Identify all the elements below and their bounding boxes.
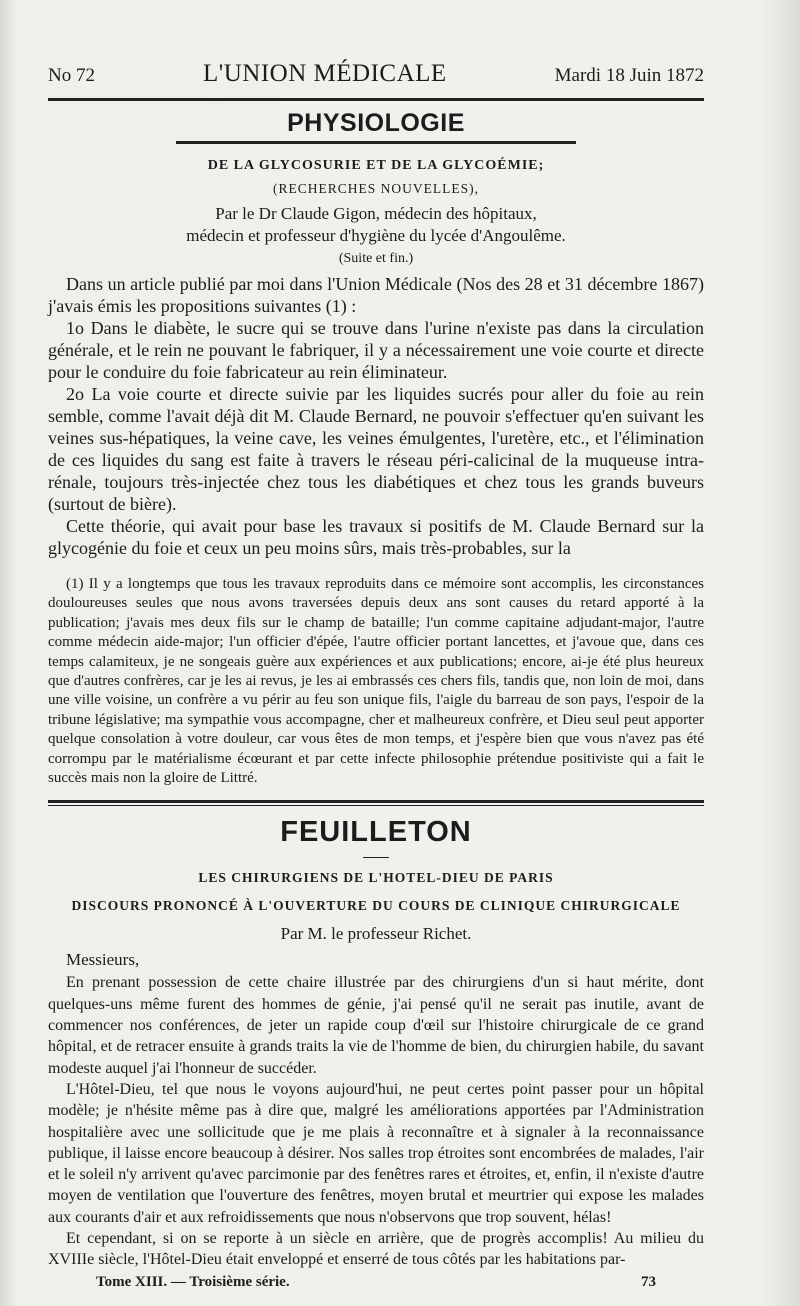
issue-number: No 72 [48,65,95,86]
journal-title: L'UNION MÉDICALE [202,60,447,87]
issue-date: Mardi 18 Juin 1872 [554,65,704,86]
article-title: DE LA GLYCOSURIE ET DE LA GLYCOÉMIE; [207,158,545,173]
article-paragraph: Cette théorie, qui avait pour base les travaux si positifs de M. Claude Bernard sur la glycogénie du foie et ceux un peu moins sûrs, mais très-probables, sur la [48,516,704,558]
article-byline [48,203,704,247]
page-content [48,60,704,1271]
article-footnote [48,575,704,788]
feuilleton-rule [363,857,389,858]
article-author-line-2: médecin et professeur d'hygiène du lycée d'Angoulême. [186,226,566,245]
feuilleton-paragraph: En prenant possession de cette chaire illustrée par des chirurgiens d'un si haut mérite, dont quelques-uns même furent des hommes de génie, j'ai pensé qu'il ne serait pas inutile, avant de commencer nos conférences, de jeter un rapide coup d'œil sur l'histoire chirurgicale de ce grand hôpital, et de retracer ensuite à grands traits la vie de l'homme de bien, du chirurgien habile, du savant modeste auquel j'ai l'honneur de succéder. [48,974,704,1077]
article-paragraph: 1o Dans le diabète, le sucre qui se trouve dans l'urine n'existe pas dans la circulation générale, et le rein ne pouvant le fabriquer, il y a nécessairement une voie courte et directe pour le conduire du foie fabricateur au rein éliminateur. [48,318,704,382]
section-rule [176,141,576,144]
article-paragraph: Dans un article publié par moi dans l'Union Médicale (Nos des 28 et 31 décembre 1867) j'avais émis les propositions suivantes (1) : [48,274,704,316]
feuilleton-heading: LES CHIRURGIENS DE L'HOTEL-DIEU DE PARIS [198,870,554,886]
footer-tome: Tome XIII. — Troisième série. [96,1274,290,1290]
section-title: PHYSIOLOGIE [287,109,465,137]
feuilleton-paragraph: L'Hôtel-Dieu, tel que nous le voyons aujourd'hui, ne peut certes point passer pour un hôpital modèle; je n'hésite même pas à dire que, malgré les améliorations apportées par l'Administration hospitalière avec une sollicitude que je me plais à reconnaître et à signaler à la reconnaissance publique, il laisse encore beaucoup à désirer. Nos salles trop étroites sont encombrées de malades, l'air et le soleil n'y arrivent qu'avec parcimonie par des fenêtres rares et étroites, et, enfin, il n'existe d'autre moyen de ventilation que l'ouverture des fenêtres, moyen brutal et meurtrier qui expose les malades aux courants d'air et aux refroidissements que nous n'observons que trop souvent, hélas! [48,1080,704,1226]
feuilleton-salutation: Messieurs, [66,950,140,970]
feuilleton-separator [48,800,704,806]
page-header [48,60,704,88]
article-body [48,273,704,559]
page-footer [96,1274,656,1291]
article-subtitle: (RECHERCHES NOUVELLES), [273,181,479,196]
article-paragraph: 2o La voie courte et directe suivie par les liquides sucrés pour aller du foie au rein semble, comme l'avait déjà dit M. Claude Bernard, ne pouvoir s'effectuer qu'en suivant les veines sus-hépatiques, la veine cave, les veines émulgentes, l'uretère, etc., et l'élimination de ces liquides du sang est faite à travers le réseau péri-calicinal de la muqueuse intra-rénale, toujours très-injectée chez tous les diabétiques et chez tous les grands buveurs (surtout de bière). [48,384,704,514]
feuilleton-subheading: DISCOURS PRONONCÉ À L'OUVERTURE DU COURS DE CLINIQUE CHIRURGICALE [71,898,681,914]
feuilleton-body [48,972,704,1270]
footnote-text: (1) Il y a longtemps que tous les travaux reproduits dans ce mémoire sont accomplis, les circonstances douloureuses seules que nous avons traversées depuis deux ans sont causes du retard apporté à la publication; j'avais mes deux fils sur le champ de bataille; l'un comme capitaine adjudant-major, l'autre comme médecin aide-major; l'un officier d'épée, l'autre officier portant lancettes, et j'avoue que, dans ces temps calamiteux, je ne songeais guère aux expériences et aux publications; encore, ai-je été plus heureux que d'autres confrères, car je les ai revus, je les ai embrassés ces chers fils, tandis que, non loin de moi, dans une ville voisine, un confrère a vu périr au feu son unique fils, l'aigle du barreau de son pays, l'espoir de la tribune législative; ma sympathie vous accompagne, cher et malheureux confrère, et Dieu seul peut apporter quelque consolation à votre douleur, car vous êtes de mon temps, et j'espère bien que vous n'avez pas été corrompu par le matérialisme écœurant et par cette infecte philosophie prétendue positiviste qui a fait le succès mais non la gloire de Littré. [48,576,704,787]
header-rule [48,98,704,101]
feuilleton-paragraph: Et cependant, si on se reporte à un siècle en arrière, que de progrès accomplis! Au milieu du XVIIIe siècle, l'Hôtel-Dieu était enveloppé et enserré de tous côtés par les habitations par- [48,1230,704,1269]
article-author-line: Par le Dr Claude Gigon, médecin des hôpitaux, [215,204,537,223]
feuilleton-byline: Par M. le professeur Richet. [280,924,472,944]
feuilleton-title: FEUILLETON [280,816,472,849]
page-number: 73 [641,1274,656,1290]
article-note: (Suite et fin.) [338,251,414,266]
